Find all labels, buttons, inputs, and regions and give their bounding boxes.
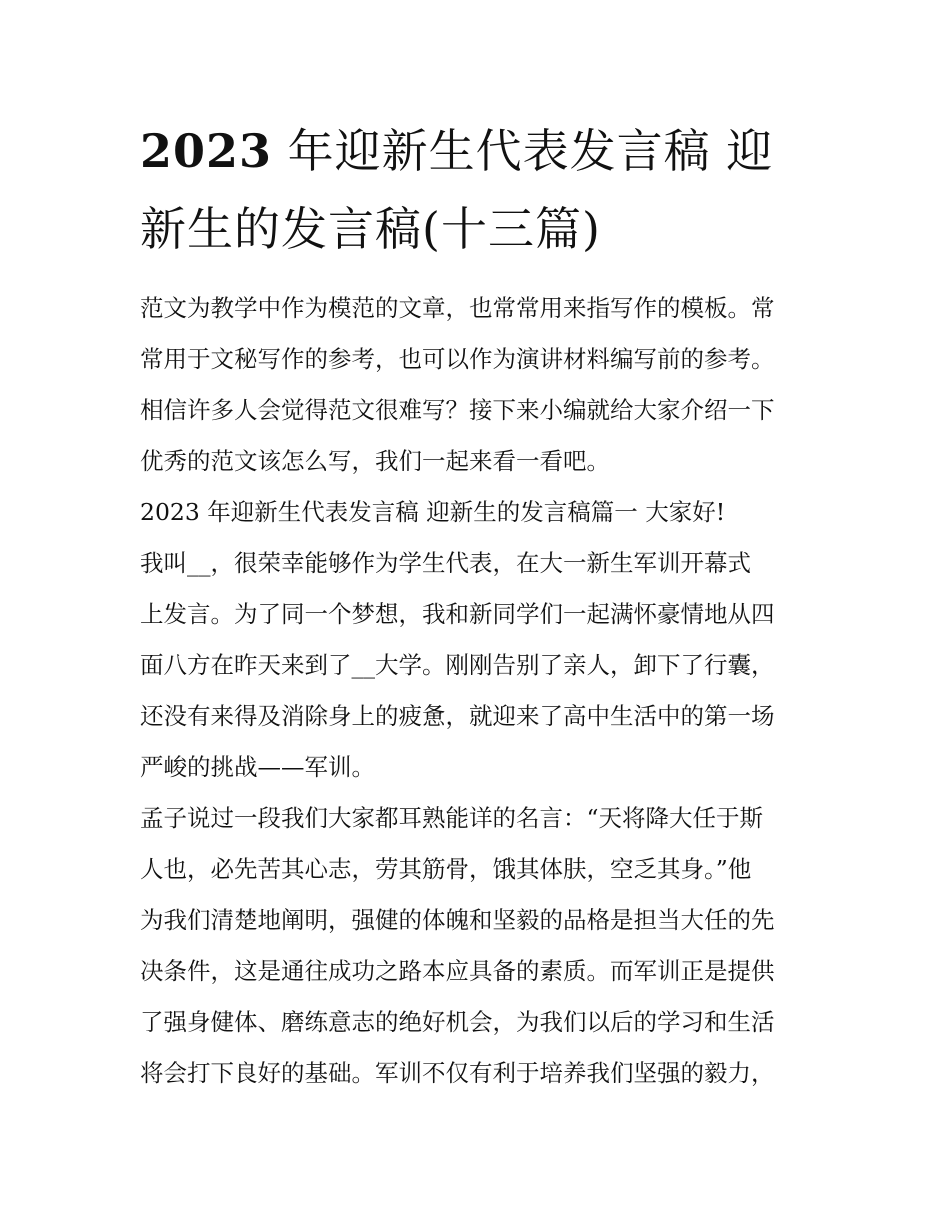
body-line: 我叫__，很荣幸能够作为学生代表，在大一新生军训开幕式: [140, 549, 751, 577]
body-line: 常用于文秘写作的参考，也可以作为演讲材料编写前的参考。: [140, 345, 775, 373]
title-line1-text: 年迎新生代表发言稿 迎: [287, 124, 774, 178]
body-line: 了强身健体、磨练意志的绝好机会，为我们以后的学习和生活: [140, 1008, 775, 1036]
document-title: [140, 112, 820, 268]
body-line: 范文为教学中作为模范的文章，也常常用来指写作的模板。常: [140, 294, 775, 322]
body-line: 严峻的挑战——军训。: [140, 753, 375, 781]
body-line: 将会打下良好的基础。军训不仅有利于培养我们坚强的毅力，: [140, 1059, 775, 1087]
body-line: 还没有来得及消除身上的疲惫，就迎来了高中生活中的第一场: [140, 702, 775, 730]
title-line2-text: 新生的发言稿(十三篇): [140, 202, 601, 256]
body-line: 为我们清楚地阐明，强健的体魄和坚毅的品格是担当大任的先: [140, 906, 775, 934]
body-line: 相信许多人会觉得范文很难写？接下来小编就给大家介绍一下: [140, 396, 775, 424]
body-line: 面八方在昨天来到了__大学。刚刚告别了亲人，卸下了行囊，: [140, 651, 775, 679]
body-line: 人也，必先苦其心志，劳其筋骨，饿其体肤，空乏其身。”他: [140, 855, 752, 883]
body-line: 决条件，这是通往成功之路本应具备的素质。而军训正是提供: [140, 957, 775, 985]
title-year: 2023: [140, 124, 273, 178]
body-line: 孟子说过一段我们大家都耳熟能详的名言：“天将降大任于斯: [140, 804, 764, 832]
body-line: 优秀的范文该怎么写，我们一起来看一看吧。: [140, 447, 610, 475]
section-heading-line: 2023 年迎新生代表发言稿 迎新生的发言稿篇一 大家好!: [140, 498, 726, 526]
body-line: 上发言。为了同一个梦想，我和新同学们一起满怀豪情地从四: [140, 600, 775, 628]
document-body: [140, 283, 820, 1099]
